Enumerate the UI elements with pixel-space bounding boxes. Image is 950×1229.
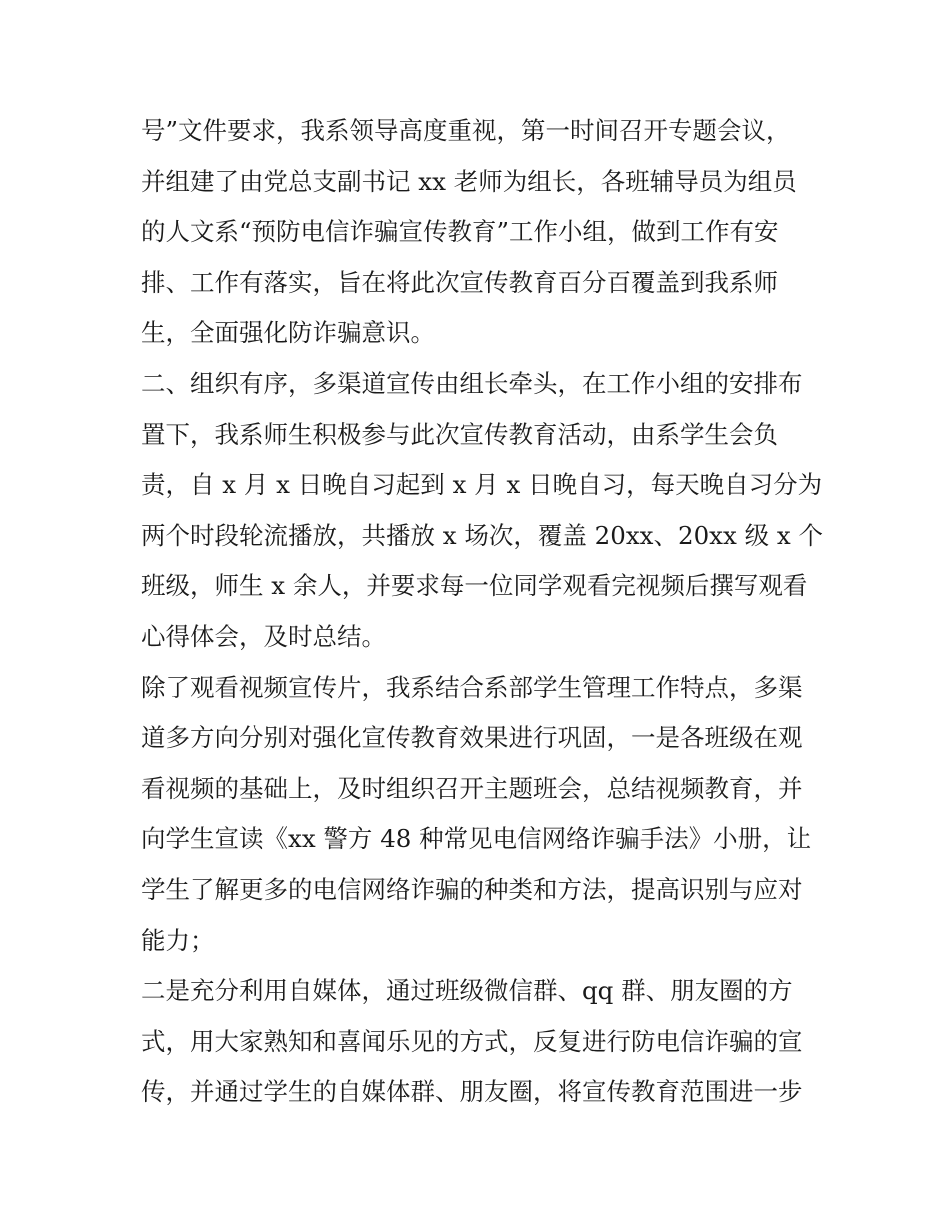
body-text — [141, 106, 821, 1118]
text-line: 式，用大家熟知和喜闻乐见的方式，反复进行防电信诈骗的宣 — [141, 1026, 803, 1056]
text-line: 号”文件要求，我系领导高度重视，第一时间召开专题会议， — [141, 116, 791, 145]
text-line: 二是充分利用自媒体，通过班级微信群、qq 群、朋友圈的方 — [141, 976, 793, 1006]
text-line: 向学生宣读《xx 警方 48 种常见电信网络诈骗手法》小册，让 — [141, 824, 812, 854]
text-line: 责，自 x 月 x 日晚自习起到 x 月 x 日晚自习，每天晚自习分为 — [141, 470, 823, 500]
text-line: 能力； — [141, 925, 215, 955]
text-line: 并组建了由党总支副书记 xx 老师为组长，各班辅导员为组员 — [141, 166, 797, 196]
text-line: 看视频的基础上，及时组织召开主题班会，总结视频教育，并 — [141, 773, 803, 803]
text-line: 生，全面强化防诈骗意识。 — [141, 318, 435, 348]
text-line: 班级，师生 x 余人，并要求每一位同学观看完视频后撰写观看 — [141, 571, 808, 601]
text-line: 学生了解更多的电信网络诈骗的种类和方法，提高识别与应对 — [141, 874, 803, 904]
text-line: 二、组织有序，多渠道宣传由组长牵头，在工作小组的安排布 — [141, 368, 803, 398]
text-line: 除了观看视频宣传片，我系结合系部学生管理工作特点，多渠 — [141, 672, 803, 702]
text-line: 两个时段轮流播放，共播放 x 场次，覆盖 20xx、20xx 级 x 个 — [141, 520, 823, 550]
text-line: 置下，我系师生积极参与此次宣传教育活动，由系学生会负 — [141, 419, 778, 449]
text-line: 的人文系“预防电信诈骗宣传教育”工作小组，做到工作有安 — [141, 217, 779, 247]
text-line: 传，并通过学生的自媒体群、朋友圈，将宣传教育范围进一步 — [141, 1077, 803, 1107]
text-line: 排、工作有落实，旨在将此次宣传教育百分百覆盖到我系师 — [141, 267, 778, 297]
text-line: 道多方向分别对强化宣传教育效果进行巩固，一是各班级在观 — [141, 723, 803, 753]
text-line: 心得体会，及时总结。 — [141, 621, 386, 651]
